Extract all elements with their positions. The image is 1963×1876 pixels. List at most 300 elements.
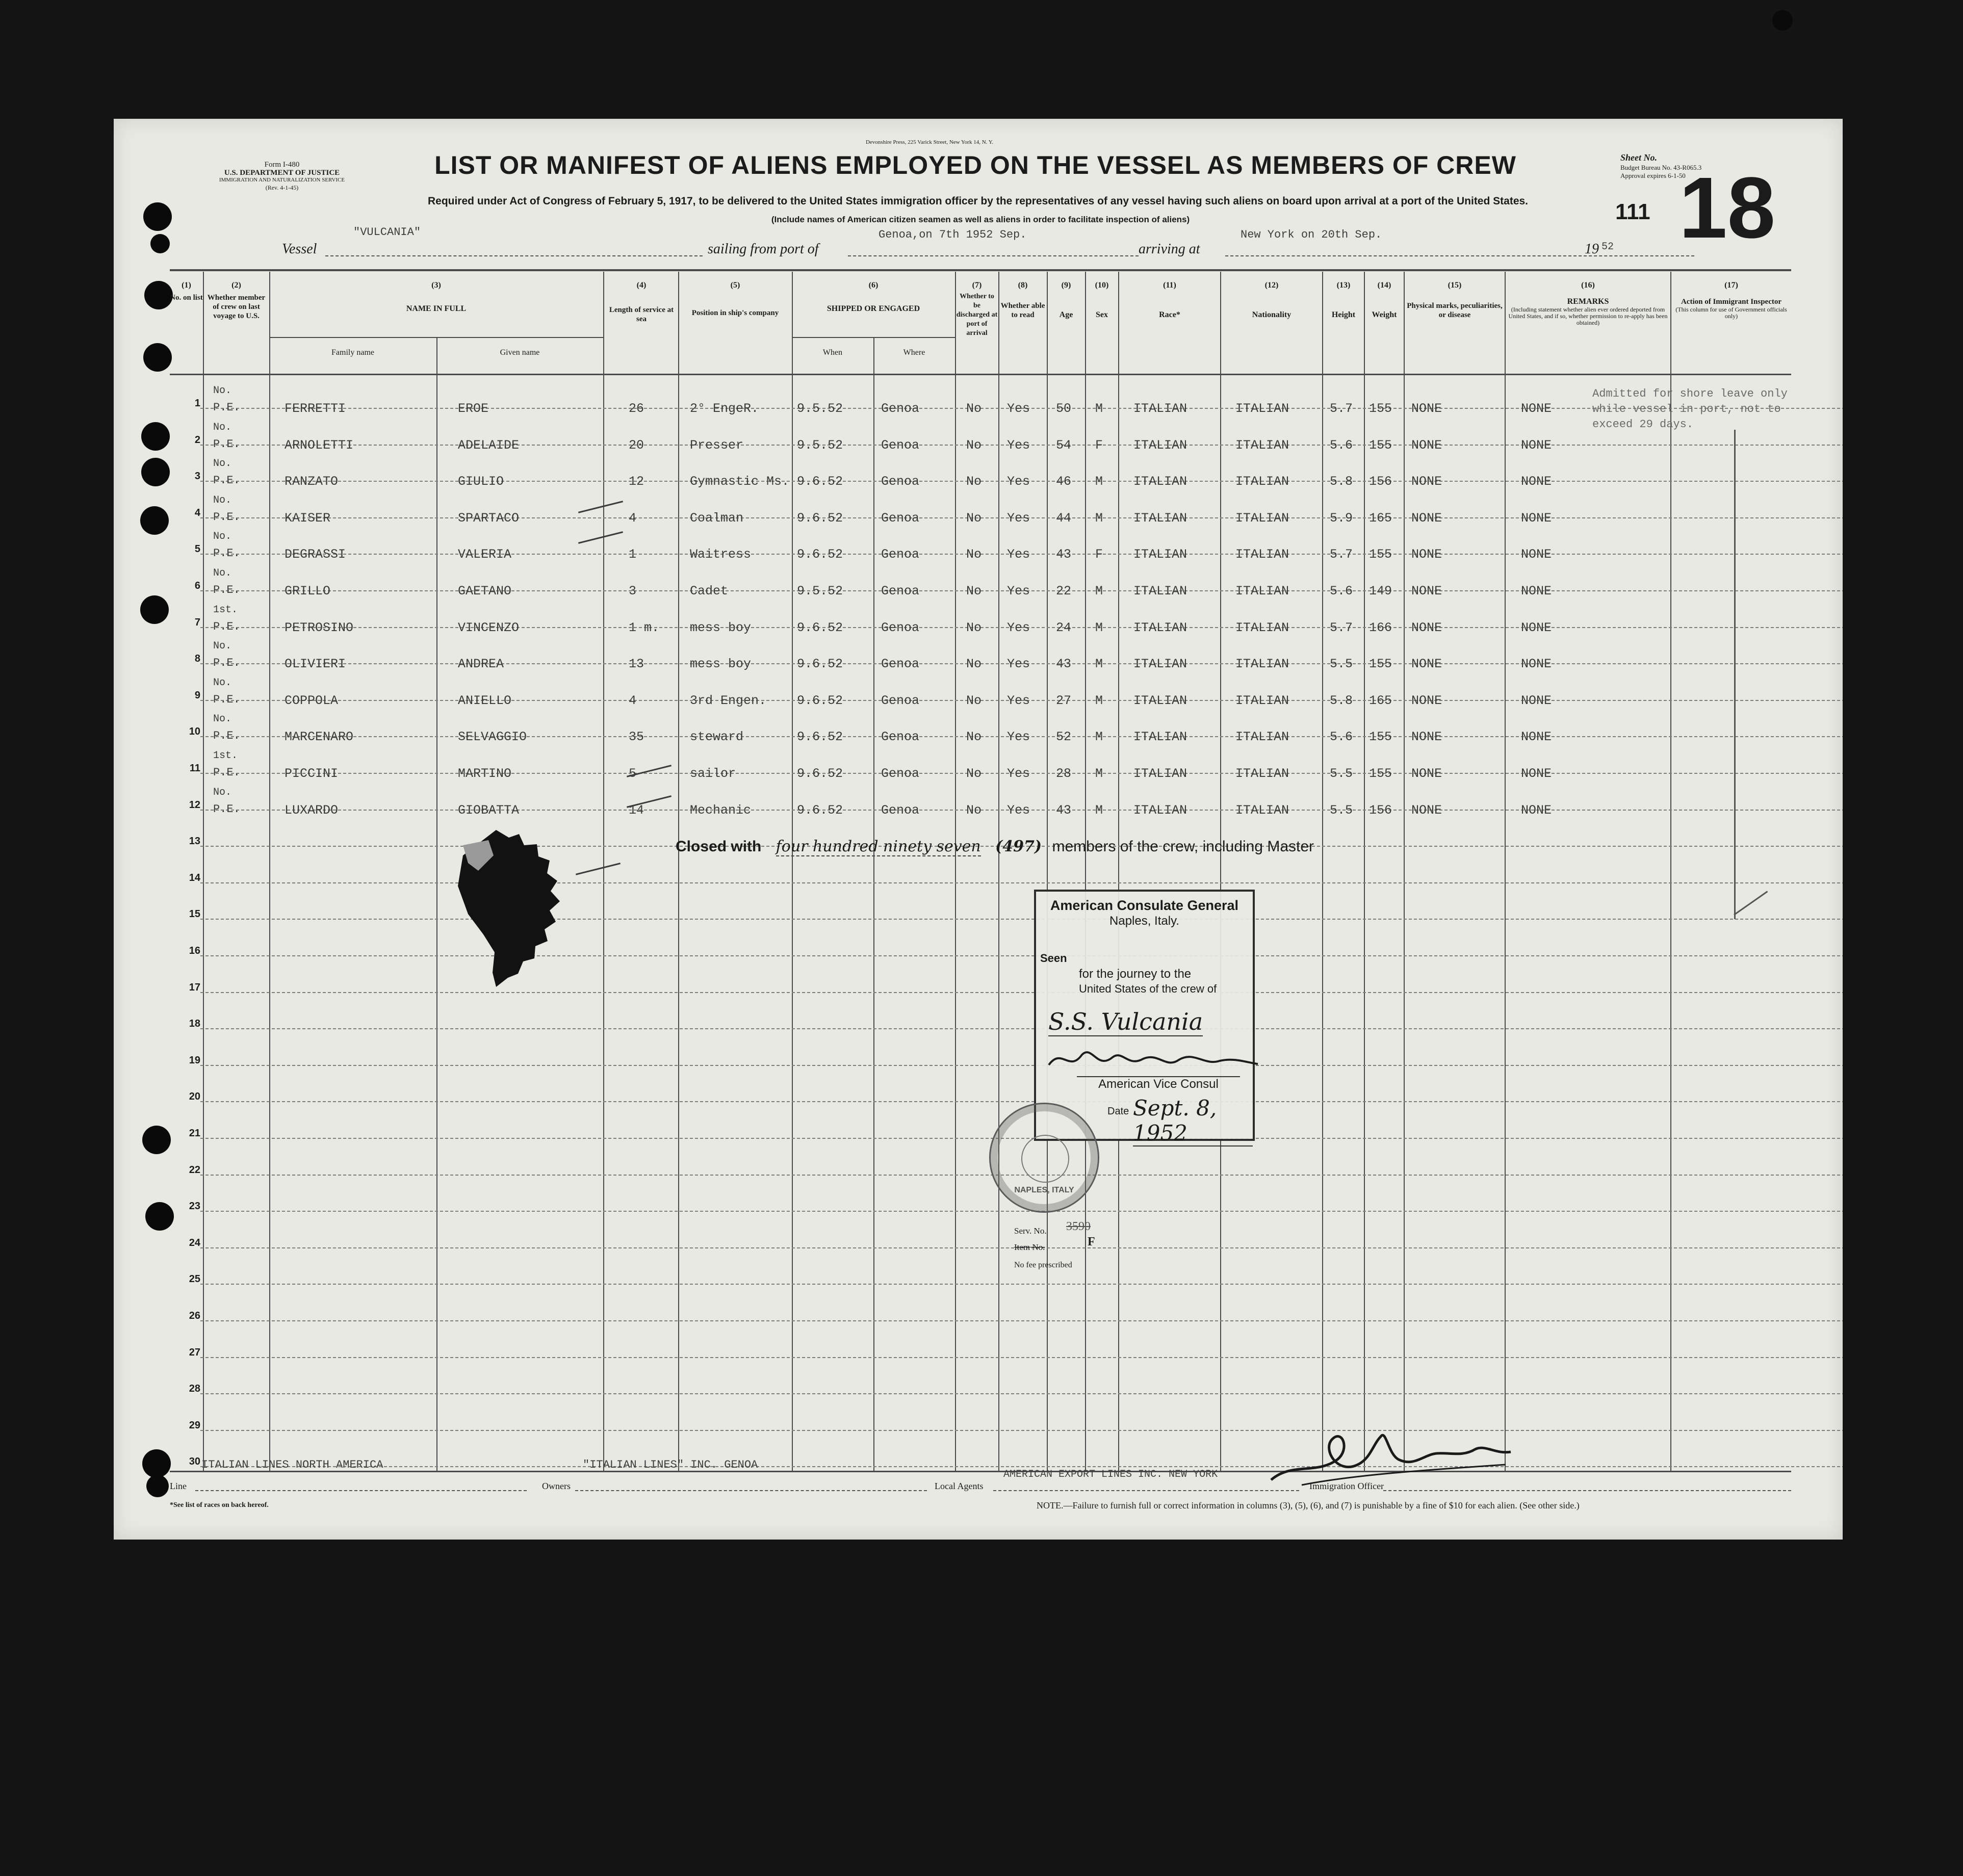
table-row-line	[200, 1430, 1843, 1431]
sex-cell: M	[1095, 620, 1103, 635]
discharged-cell: No	[966, 657, 982, 671]
col-divider	[269, 272, 270, 1471]
row-number: 3	[194, 471, 200, 482]
col-divider	[1047, 272, 1048, 1471]
position-cell: steward	[690, 729, 744, 744]
length-of-service-cell: 1	[629, 547, 637, 562]
prev-voyage-status-cell: No.	[213, 640, 232, 652]
row-number: 8	[194, 653, 200, 664]
col-header-shipped-where: Where	[903, 348, 925, 357]
stamp-seen: Seen	[1040, 952, 1067, 965]
physical-marks-cell: NONE	[1411, 766, 1442, 781]
prev-voyage-status-cell: No.	[213, 494, 232, 506]
vessel-name: "VULCANIA"	[353, 226, 421, 239]
col-header-race: (11) Race*	[1159, 281, 1180, 319]
item-no-value: F	[1088, 1235, 1095, 1248]
nationality-cell: ITALIAN	[1235, 438, 1289, 453]
sex-cell: M	[1095, 584, 1103, 598]
item-no-label: Item No.	[1014, 1242, 1045, 1252]
position-cell: Cadet	[690, 584, 729, 598]
vessel-underline	[325, 255, 703, 256]
shipped-when-cell: 9.5.52	[797, 438, 843, 453]
col-divider	[1404, 272, 1405, 1471]
form-number: Form I-480	[264, 161, 300, 169]
nationality-cell: ITALIAN	[1235, 401, 1289, 416]
row-number: 9	[194, 690, 200, 701]
physical-marks-cell: NONE	[1411, 584, 1442, 598]
family-name-cell: FERRETTI	[285, 401, 346, 416]
position-cell: 2° EngeR.	[690, 401, 759, 416]
row-number: 14	[189, 872, 200, 883]
punch-hole	[143, 202, 172, 231]
remarks-cell: NONE	[1521, 401, 1552, 416]
remarks-cell: NONE	[1521, 620, 1552, 635]
sex-cell: F	[1095, 547, 1103, 562]
inspector-bracket	[1734, 430, 1736, 919]
prev-voyage-status-cell: No.	[213, 531, 232, 542]
nationality-cell: ITALIAN	[1235, 511, 1289, 526]
row-number: 28	[189, 1383, 200, 1394]
family-name-cell: DEGRASSI	[285, 547, 346, 562]
table-bottom-rule	[170, 1471, 1791, 1472]
nationality-cell: ITALIAN	[1235, 693, 1289, 708]
remarks-cell: NONE	[1521, 803, 1552, 818]
shipped-subheader-rule	[792, 337, 955, 338]
age-cell: 22	[1056, 584, 1072, 598]
table-row-line	[200, 1357, 1843, 1358]
budget-bureau: Budget Bureau No. 43-R065.3	[1620, 164, 1702, 171]
immigration-officer-signature	[1261, 1414, 1516, 1495]
able-to-read-cell: Yes	[1007, 657, 1030, 671]
family-name-cell: KAISER	[285, 511, 331, 526]
stamp-united-states: United States of the crew of	[1079, 982, 1217, 995]
row-number: 13	[189, 836, 200, 847]
service-name: IMMIGRATION AND NATURALIZATION SERVICE	[219, 177, 345, 183]
discharged-cell: No	[966, 693, 982, 708]
weight-cell: 166	[1369, 620, 1392, 635]
fee-note: No fee prescribed	[1014, 1261, 1072, 1269]
weight-cell: 155	[1369, 547, 1392, 562]
sex-cell: F	[1095, 438, 1103, 453]
physical-marks-cell: NONE	[1411, 438, 1442, 453]
race-cell: ITALIAN	[1133, 766, 1187, 781]
row-number: 24	[189, 1237, 200, 1248]
line-value: ITALIAN LINES NORTH AMERICA	[201, 1458, 383, 1471]
agents-underline	[993, 1490, 1299, 1491]
year-prefix: 19	[1585, 241, 1599, 257]
height-cell: 5.5	[1330, 657, 1353, 671]
race-cell: ITALIAN	[1133, 620, 1187, 635]
physical-marks-cell: NONE	[1411, 511, 1442, 526]
discharged-cell: No	[966, 511, 982, 526]
race-cell: ITALIAN	[1133, 511, 1187, 526]
given-name-cell: GAETANO	[458, 584, 512, 598]
able-to-read-cell: Yes	[1007, 511, 1030, 526]
race-cell: ITALIAN	[1133, 474, 1187, 489]
length-of-service-cell: 14	[629, 803, 644, 818]
table-row-line	[200, 1393, 1843, 1394]
col-divider	[1322, 272, 1323, 1471]
length-of-service-cell: 35	[629, 729, 644, 744]
table-row-line	[200, 1320, 1843, 1321]
age-cell: 28	[1056, 766, 1072, 781]
col-header-shipped-engaged: (6) SHIPPED OR ENGAGED	[826, 281, 920, 313]
prev-voyage-status-cell: 1st.	[213, 750, 238, 762]
line-underline	[195, 1490, 527, 1491]
discharged-cell: No	[966, 547, 982, 562]
pe-code: P.E.	[213, 401, 240, 414]
consulate-stamp	[1034, 890, 1255, 1145]
nationality-cell: ITALIAN	[1235, 547, 1289, 562]
age-cell: 43	[1056, 547, 1072, 562]
closing-prefix: Closed with	[676, 838, 762, 855]
col-divider	[873, 338, 874, 1471]
row-number: 20	[189, 1091, 200, 1102]
physical-marks-cell: NONE	[1411, 401, 1442, 416]
consul-signature	[1046, 1045, 1260, 1075]
include-note: (Include names of American citizen seamen as well as aliens in order to facilitate inspection of aliens)	[771, 215, 1190, 224]
col-header-discharged: (7) Whether to be discharged at port of arrival	[956, 281, 998, 337]
row-number: 11	[189, 763, 200, 774]
stamp-journey: for the journey to the	[1079, 967, 1192, 981]
serv-no-value: 3590	[1066, 1220, 1091, 1233]
physical-marks-cell: NONE	[1411, 693, 1442, 708]
sex-cell: M	[1095, 803, 1103, 818]
given-name-cell: VINCENZO	[458, 620, 520, 635]
discharged-cell: No	[966, 620, 982, 635]
discharged-cell: No	[966, 438, 982, 453]
row-number: 26	[189, 1310, 200, 1321]
col-header-position: (5) Position in ship's company	[691, 281, 779, 317]
shipped-when-cell: 9.6.52	[797, 511, 843, 526]
family-name-cell: PICCINI	[285, 766, 339, 781]
family-name-cell: OLIVIERI	[285, 657, 346, 671]
col-header-age: (9) Age	[1059, 281, 1073, 319]
agents-value: AMERICAN EXPORT LINES INC. NEW YORK	[1003, 1469, 1218, 1480]
col-header-shipped-when: When	[822, 348, 843, 357]
pe-code: P.E.	[213, 474, 240, 487]
row-number: 1	[194, 398, 200, 409]
table-header-rule	[170, 374, 1791, 375]
given-name-cell: ANIELLO	[458, 693, 512, 708]
inspector-note: Admitted for shore leave only while vessel in port, not to exceed 29 days.	[1592, 387, 1788, 431]
discharged-cell: No	[966, 729, 982, 744]
family-name-cell: COPPOLA	[285, 693, 339, 708]
row-number: 17	[189, 982, 200, 993]
sex-cell: M	[1095, 511, 1103, 526]
given-name-cell: EROE	[458, 401, 489, 416]
nationality-cell: ITALIAN	[1235, 620, 1289, 635]
age-cell: 43	[1056, 657, 1072, 671]
name-subheader-rule	[269, 337, 603, 338]
weight-cell: 149	[1369, 584, 1392, 598]
length-of-service-cell: 5	[629, 766, 637, 781]
given-name-cell: GIULIO	[458, 474, 504, 489]
family-name-cell: GRILLO	[285, 584, 331, 598]
col-divider	[678, 272, 679, 1471]
sex-cell: M	[1095, 729, 1103, 744]
stamp-date-label: Date	[1107, 1106, 1129, 1117]
col-header-given-name: Given name	[500, 348, 540, 357]
owners-underline	[575, 1490, 927, 1491]
row-number: 7	[194, 617, 200, 628]
given-name-cell: ADELAIDE	[458, 438, 520, 453]
family-name-cell: MARCENARO	[285, 729, 354, 744]
punch-hole	[146, 1475, 169, 1497]
length-of-service-cell: 20	[629, 438, 644, 453]
pe-code: P.E.	[213, 766, 240, 779]
sailing-label: sailing from port of	[708, 241, 819, 257]
punch-hole	[143, 343, 172, 372]
inspector-bracket-end	[1734, 891, 1768, 915]
row-number: 23	[189, 1201, 200, 1212]
position-cell: Presser	[690, 438, 744, 453]
height-cell: 5.5	[1330, 766, 1353, 781]
able-to-read-cell: Yes	[1007, 584, 1030, 598]
shipped-when-cell: 9.6.52	[797, 547, 843, 562]
able-to-read-cell: Yes	[1007, 547, 1030, 562]
pe-code: P.E.	[213, 620, 240, 633]
col-header-name-in-full: (3) NAME IN FULL	[406, 281, 467, 313]
printer-credit: Devonshire Press, 225 Varick Street, New York 14, N. Y.	[865, 139, 994, 145]
age-cell: 54	[1056, 438, 1072, 453]
row-number: 4	[194, 507, 200, 518]
shipped-where-cell: Genoa	[881, 693, 920, 708]
row-number: 2	[194, 434, 200, 446]
given-name-cell: ANDREA	[458, 657, 504, 671]
check-mark	[578, 531, 623, 544]
col-header-family-name: Family name	[331, 348, 374, 357]
prev-voyage-status-cell: No.	[213, 567, 232, 579]
able-to-read-cell: Yes	[1007, 438, 1030, 453]
remarks-cell: NONE	[1521, 438, 1552, 453]
height-cell: 5.6	[1330, 729, 1353, 744]
shipped-when-cell: 9.6.52	[797, 620, 843, 635]
remarks-cell: NONE	[1521, 511, 1552, 526]
race-cell: ITALIAN	[1133, 438, 1187, 453]
pe-code: P.E.	[213, 438, 240, 451]
weight-cell: 155	[1369, 729, 1392, 744]
agents-label: Local Agents	[935, 1481, 984, 1491]
shipped-where-cell: Genoa	[881, 438, 920, 453]
sheet-label: Sheet No.	[1620, 152, 1657, 163]
stamp-date-handwritten: Sept. 8, 1952	[1133, 1096, 1253, 1147]
row-number: 16	[189, 945, 200, 956]
position-cell: Mechanic	[690, 803, 752, 818]
row-number: 15	[189, 908, 200, 920]
form-revision: (Rev. 4-1-45)	[265, 184, 299, 191]
physical-marks-cell: NONE	[1411, 657, 1442, 671]
position-cell: mess boy	[690, 657, 752, 671]
age-cell: 46	[1056, 474, 1072, 489]
height-cell: 5.7	[1330, 401, 1353, 416]
closing-count: (497)	[995, 838, 1042, 855]
able-to-read-cell: Yes	[1007, 474, 1030, 489]
prev-voyage-status-cell: No.	[213, 713, 232, 725]
shipped-when-cell: 9.6.52	[797, 803, 843, 818]
col-header-inspector-action: (17) Action of Immigrant Inspector (This column for use of Government officials only)	[1675, 281, 1787, 320]
embossed-seal	[448, 825, 585, 998]
department-name: U.S. DEPARTMENT OF JUSTICE	[224, 169, 340, 177]
col-divider	[203, 272, 204, 1471]
able-to-read-cell: Yes	[1007, 766, 1030, 781]
owners-value: "ITALIAN LINES" INC. GENOA	[583, 1458, 758, 1471]
round-seal-text: NAPLES, ITALY	[1014, 1186, 1074, 1194]
col-divider	[436, 338, 437, 1471]
serv-no-label: Serv. No.	[1014, 1226, 1047, 1236]
col-divider	[1118, 272, 1119, 1471]
discharged-cell: No	[966, 584, 982, 598]
races-note: *See list of races on back hereof.	[170, 1501, 269, 1509]
pe-code: P.E.	[213, 657, 240, 669]
shipped-where-cell: Genoa	[881, 584, 920, 598]
table-row-line	[200, 882, 1843, 883]
able-to-read-cell: Yes	[1007, 620, 1030, 635]
shipped-where-cell: Genoa	[881, 803, 920, 818]
pe-code: P.E.	[213, 547, 240, 560]
weight-cell: 155	[1369, 766, 1392, 781]
shipped-when-cell: 9.5.52	[797, 584, 843, 598]
height-cell: 5.9	[1330, 511, 1353, 526]
table-row-line	[200, 1028, 1843, 1029]
vessel-label: Vessel	[282, 241, 317, 257]
position-cell: mess boy	[690, 620, 752, 635]
weight-cell: 165	[1369, 693, 1392, 708]
weight-cell: 155	[1369, 438, 1392, 453]
age-cell: 44	[1056, 511, 1072, 526]
table-row-line	[200, 919, 1843, 920]
row-number: 30	[189, 1456, 200, 1467]
family-name-cell: ARNOLETTI	[285, 438, 354, 453]
remarks-cell: NONE	[1521, 474, 1552, 489]
sheet-stamp-small: 111	[1615, 199, 1650, 224]
row-number: 6	[194, 580, 200, 591]
round-seal-inner	[1021, 1135, 1069, 1183]
weight-cell: 155	[1369, 401, 1392, 416]
length-of-service-cell: 4	[629, 693, 637, 708]
penalty-note: NOTE.—Failure to furnish full or correct information in columns (3), (5), (6), and (7) is punishable by a fine of $10 for each alien. (See other side.)	[1037, 1500, 1580, 1510]
shipped-where-cell: Genoa	[881, 474, 920, 489]
check-mark	[627, 795, 671, 808]
length-of-service-cell: 3	[629, 584, 637, 598]
height-cell: 5.6	[1330, 438, 1353, 453]
table-row-line	[200, 1065, 1843, 1066]
position-cell: Gymnastic Ms.	[690, 474, 790, 489]
table-row-line	[200, 1211, 1843, 1212]
weight-cell: 156	[1369, 803, 1392, 818]
table-top-rule	[170, 269, 1791, 271]
col-header-weight: (14) Weight	[1372, 281, 1397, 319]
check-mark	[578, 501, 623, 513]
weight-cell: 155	[1369, 657, 1392, 671]
shipped-where-cell: Genoa	[881, 657, 920, 671]
prev-voyage-status-cell: 1st.	[213, 604, 238, 616]
height-cell: 5.7	[1330, 547, 1353, 562]
page-title: LIST OR MANIFEST OF ALIENS EMPLOYED ON THE VESSEL AS MEMBERS OF CREW	[434, 151, 1516, 179]
height-cell: 5.6	[1330, 584, 1353, 598]
row-number: 18	[189, 1018, 200, 1029]
sex-cell: M	[1095, 474, 1103, 489]
race-cell: ITALIAN	[1133, 401, 1187, 416]
shipped-when-cell: 9.6.52	[797, 474, 843, 489]
col-header-physical-marks: (15) Physical marks, peculiarities, or disease	[1407, 281, 1503, 319]
table-row-line	[200, 992, 1843, 993]
sex-cell: M	[1095, 766, 1103, 781]
sheet-number: 18	[1679, 160, 1776, 256]
age-cell: 24	[1056, 620, 1072, 635]
closing-line	[676, 838, 1314, 855]
able-to-read-cell: Yes	[1007, 729, 1030, 744]
physical-marks-cell: NONE	[1411, 803, 1442, 818]
height-cell: 5.5	[1330, 803, 1353, 818]
length-of-service-cell: 26	[629, 401, 644, 416]
officer-label: Immigration Officer	[1309, 1481, 1384, 1491]
remarks-cell: NONE	[1521, 693, 1552, 708]
shipped-where-cell: Genoa	[881, 401, 920, 416]
consulate-name: American Consulate General	[1050, 898, 1239, 913]
race-cell: ITALIAN	[1133, 584, 1187, 598]
year-suffix: 52	[1602, 241, 1614, 253]
nationality-cell: ITALIAN	[1235, 584, 1289, 598]
table-row-line	[200, 1101, 1843, 1102]
height-cell: 5.8	[1330, 474, 1353, 489]
age-cell: 27	[1056, 693, 1072, 708]
pe-code: P.E.	[213, 511, 240, 524]
stamp-ship-handwritten: S.S. Vulcania	[1048, 1008, 1203, 1035]
height-cell: 5.7	[1330, 620, 1353, 635]
nationality-cell: ITALIAN	[1235, 766, 1289, 781]
prev-voyage-status-cell: No.	[213, 385, 232, 397]
weight-cell: 165	[1369, 511, 1392, 526]
position-cell: 3rd Engen.	[690, 693, 767, 708]
row-number: 27	[189, 1347, 200, 1358]
given-name-cell: SPARTACO	[458, 511, 520, 526]
remarks-cell: NONE	[1521, 729, 1552, 744]
owners-label: Owners	[542, 1481, 571, 1491]
col-divider	[955, 272, 956, 1471]
nationality-cell: ITALIAN	[1235, 657, 1289, 671]
family-name-cell: LUXARDO	[285, 803, 339, 818]
arriving-underline	[1225, 255, 1694, 256]
able-to-read-cell: Yes	[1007, 401, 1030, 416]
binder-hole	[1772, 10, 1793, 31]
shipped-where-cell: Genoa	[881, 620, 920, 635]
row-number: 29	[189, 1420, 200, 1431]
col-divider	[1670, 272, 1671, 1471]
shipped-when-cell: 9.6.52	[797, 729, 843, 744]
discharged-cell: No	[966, 401, 982, 416]
approval-expiry: Approval expires 6-1-50	[1620, 172, 1686, 179]
row-number: 25	[189, 1273, 200, 1285]
race-cell: ITALIAN	[1133, 657, 1187, 671]
discharged-cell: No	[966, 766, 982, 781]
sex-cell: M	[1095, 657, 1103, 671]
row-number: 10	[189, 726, 200, 737]
manifest-sheet	[114, 119, 1843, 1540]
age-cell: 52	[1056, 729, 1072, 744]
row-number: 22	[189, 1164, 200, 1176]
col-divider	[1505, 272, 1506, 1471]
closing-handwritten-count: four hundred ninety seven	[776, 838, 981, 855]
col-header-length-of-service: (4) Length of service at sea	[609, 281, 674, 323]
race-cell: ITALIAN	[1133, 729, 1187, 744]
race-cell: ITALIAN	[1133, 803, 1187, 818]
weight-cell: 156	[1369, 474, 1392, 489]
shipped-where-cell: Genoa	[881, 729, 920, 744]
col-divider	[1364, 272, 1365, 1471]
pe-code: P.E.	[213, 693, 240, 706]
shipped-where-cell: Genoa	[881, 766, 920, 781]
